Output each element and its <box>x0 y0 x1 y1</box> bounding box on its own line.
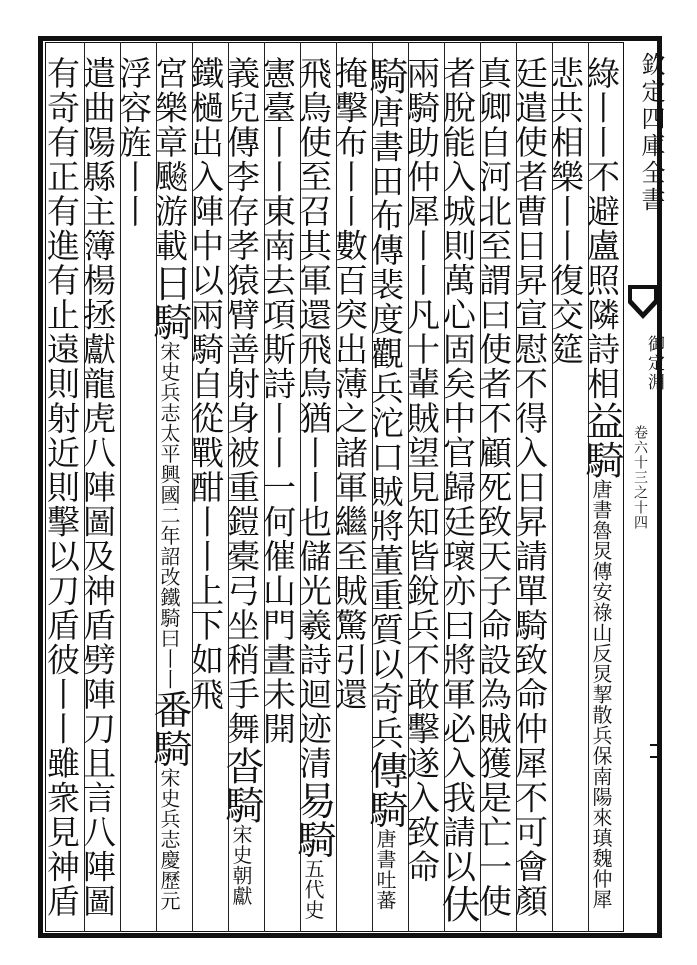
body-text: 廷遣使者曹日昇宣慰不得入日昇請單騎致命仲犀不可會顏 <box>510 56 549 919</box>
annotation-text: 五代史 <box>301 858 325 920</box>
body-text: 者脫能入城則萬心固矣中官歸廷瓌亦曰將軍必入我請以 <box>438 56 477 884</box>
heading-term: 騎 <box>363 56 408 95</box>
heading-term: 番騎 <box>147 689 192 768</box>
text-column <box>35 56 87 924</box>
body-text: 飛鳥使至召其軍還飛鳥猶丨丨也儲光羲詩迴迹清 <box>294 56 333 781</box>
annotation-text: 宋史兵志太平興國二年詔改鐵騎曰丨丨 <box>157 341 181 690</box>
annotation-text: 唐書魯炅傳安祿山反炅挈散兵保南陽來瑱魏仲犀 <box>589 479 613 910</box>
heading-term: 伕 <box>435 884 480 923</box>
body-text: 浮容旌丨丨 <box>114 56 153 229</box>
heading-term: 易騎 <box>291 780 336 859</box>
body-text: 兩騎助仲犀丨丨凡十輩賊望見知皆銳兵不敢擊遂入致命 <box>402 56 441 884</box>
heading-term: 益騎 <box>579 401 624 479</box>
book-title: 欽定四庫全書 <box>637 52 665 214</box>
body-text: 有奇有正有進有止遠則射近則擊以刀盾彼丨丨雖衆見神盾 <box>42 56 81 919</box>
section-title: 御定淵 <box>644 335 664 392</box>
heading-term: 傳騎 <box>363 750 408 829</box>
body-text: 憲臺丨丨東南去項斯詩丨丨一何催山門晝未開 <box>258 56 297 746</box>
body-text: 鐵檛出入陣中以兩騎自從戰酣丨丨上下如飛 <box>186 56 225 712</box>
heading-term: 日騎 <box>147 263 192 341</box>
annotation-text: 宋史朝獻 <box>229 824 253 906</box>
body-text: 遣曲陽縣主簿楊拯獻龍虎八陣圖及神盾劈陣刀且言八陣圖 <box>78 56 117 919</box>
annotation-text: 唐書吐蕃 <box>373 828 397 911</box>
body-text: 悲共相樂丨丨復交筵 <box>546 56 585 367</box>
fore-edge-mark <box>650 744 662 758</box>
fishtail-mark-icon <box>628 285 658 325</box>
annotation-text: 宋史兵志慶歷元 <box>157 767 181 911</box>
heading-term: 沓騎 <box>219 746 264 824</box>
body-text: 綠丨丨不避盧照隣詩相 <box>582 56 621 401</box>
body-text: 唐書田布傳裴度觀兵沱口賊將董重質以奇兵 <box>366 95 405 751</box>
volume-label: 卷六十三之十四 <box>632 425 648 530</box>
body-text: 義兒傳李存孝猿臂善射身被重鎧橐弓坐稍手舞 <box>222 56 261 746</box>
body-text: 宮樂章飈游載 <box>150 56 189 263</box>
body-text: 真卿自河北至謂曰使者不顧死致天子命設為賊獲是亡一使 <box>474 56 513 919</box>
body-text: 掩擊布丨丨數百突出薄之諸軍繼至賊驚引還 <box>330 56 369 712</box>
